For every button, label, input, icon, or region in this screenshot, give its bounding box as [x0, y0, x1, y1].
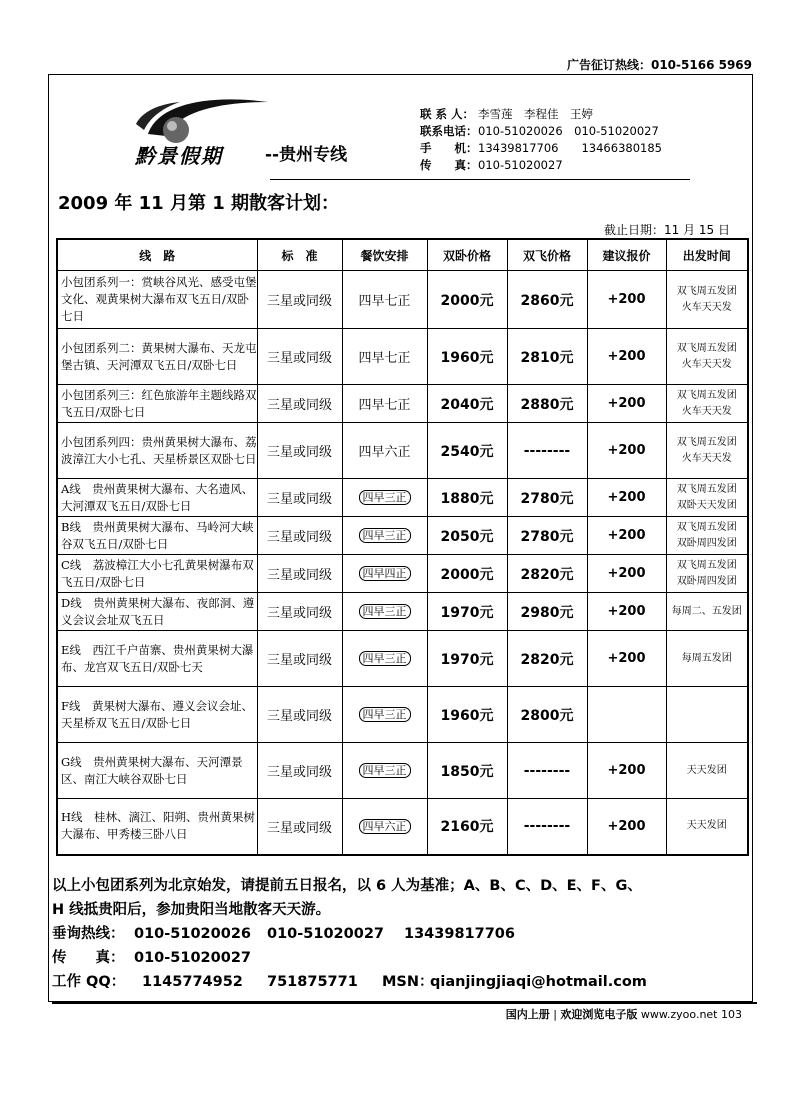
sleeper-price-cell: 1850元 — [427, 743, 507, 799]
standard-cell: 三星或同级 — [257, 329, 342, 385]
departure-cell — [666, 631, 748, 687]
table-row — [57, 743, 748, 799]
flight-price-cell: 2800元 — [507, 687, 587, 743]
table-row — [57, 555, 748, 593]
col-header-flight: 双飞价格 — [507, 239, 587, 271]
table-row — [57, 271, 748, 329]
table-row — [57, 799, 748, 855]
route-cell: B线 贵州黄果树大瀑布、马岭河大峡谷双飞五日/双卧七日 — [57, 517, 257, 555]
flight-price-cell: -------- — [507, 799, 587, 855]
flight-price-cell: 2860元 — [507, 271, 587, 329]
departure-line-1: 双飞周五发团 — [676, 342, 737, 354]
sleeper-price-cell: 1970元 — [427, 593, 507, 631]
msn-address: qianjingjiaqi@hotmail.com — [430, 974, 647, 990]
contact-phone-2: 010-51020027 — [574, 124, 659, 138]
msn-label: MSN： — [382, 974, 434, 990]
standard-cell: 三星或同级 — [257, 631, 342, 687]
departure-line-1: 双飞周五发团 — [676, 521, 737, 533]
tour-table — [56, 238, 749, 856]
col-header-route: 线 路 — [57, 239, 257, 271]
departure-line-2: 火车天天发 — [681, 405, 732, 417]
route-cell: 小包团系列一：赏峡谷风光、感受屯堡文化、观黄果树大瀑布双飞五日/双卧七日 — [57, 271, 257, 329]
footer-slogan: 欢迎浏览电子版 — [560, 1008, 638, 1021]
sleeper-price-cell: 2040元 — [427, 385, 507, 423]
footer-divider — [52, 1002, 757, 1004]
qq-number-2: 751875771 — [267, 974, 358, 990]
suggest-price-cell: +200 — [587, 593, 666, 631]
sleeper-price-cell: 2540元 — [427, 423, 507, 479]
contact-block — [420, 106, 662, 174]
notes-block — [52, 874, 752, 994]
meal-cell — [342, 687, 427, 743]
meal-cell — [342, 631, 427, 687]
meal-stamp: 四早三正 — [359, 651, 411, 666]
table-header-row — [57, 239, 748, 271]
route-cell: 小包团系列三：红色旅游年主题线路双飞五日/双卧七日 — [57, 385, 257, 423]
meal-stamp: 四早三正 — [359, 490, 411, 505]
standard-cell: 三星或同级 — [257, 271, 342, 329]
route-cell: G线 贵州黄果树大瀑布、天河潭景区、南江大峡谷双卧七日 — [57, 743, 257, 799]
sleeper-price-cell: 1960元 — [427, 329, 507, 385]
departure-line-1: 双飞周五发团 — [676, 285, 737, 297]
footer-url: www.zyoo.net — [640, 1008, 718, 1021]
meal-cell — [342, 517, 427, 555]
suggest-price-cell: +200 — [587, 271, 666, 329]
contact-fax: 010-51020027 — [478, 158, 563, 172]
suggest-price-cell: +200 — [587, 743, 666, 799]
contact-people: 李雪莲 李程佳 王婷 — [478, 107, 593, 121]
flight-price-cell: -------- — [507, 423, 587, 479]
inquiry-label: 垂询热线： — [52, 926, 125, 942]
flight-price-cell: 2810元 — [507, 329, 587, 385]
departure-line-2: 双卧周四发团 — [676, 575, 737, 587]
standard-cell: 三星或同级 — [257, 687, 342, 743]
standard-cell: 三星或同级 — [257, 593, 342, 631]
ad-hotline: 广告征订热线：010-5166 5969 — [566, 58, 752, 72]
departure-cell — [666, 385, 748, 423]
flight-price-cell: 2820元 — [507, 631, 587, 687]
departure-line-2: 火车天天发 — [681, 452, 732, 464]
departure-line-1: 每周二、五发团 — [671, 605, 742, 617]
meal-cell: 四早七正 — [342, 385, 427, 423]
departure-cell — [666, 687, 748, 743]
suggest-price-cell — [587, 687, 666, 743]
note-line-1: 以上小包团系列为北京始发，请提前五日报名，以 6 人为基准；A、B、C、D、E、F、G、 — [52, 878, 642, 894]
inquiry-line — [52, 922, 752, 946]
meal-cell: 四早六正 — [342, 423, 427, 479]
standard-cell: 三星或同级 — [257, 743, 342, 799]
flight-price-cell: 2880元 — [507, 385, 587, 423]
meal-cell: 四早七正 — [342, 329, 427, 385]
suggest-price-cell: +200 — [587, 329, 666, 385]
flight-price-cell: 2780元 — [507, 517, 587, 555]
inquiry-mobile: 13439817706 — [404, 926, 515, 942]
departure-cell — [666, 743, 748, 799]
departure-line-2: 双卧天天发团 — [676, 499, 737, 511]
line-name: --贵州专线 — [265, 145, 348, 165]
departure-line-1: 双飞周五发团 — [676, 436, 737, 448]
suggest-price-cell: +200 — [587, 479, 666, 517]
phone-label: 联系电话： — [420, 124, 478, 138]
standard-cell: 三星或同级 — [257, 517, 342, 555]
notes-fax: 010-51020027 — [134, 950, 251, 966]
departure-line-2: 双卧周四发团 — [676, 537, 737, 549]
standard-cell: 三星或同级 — [257, 423, 342, 479]
note-line-2: H 线抵贵阳后，参加贵阳当地散客天天游。 — [52, 902, 331, 918]
contact-mobile-2: 13466380185 — [581, 141, 662, 155]
table-row — [57, 329, 748, 385]
col-header-standard: 标 准 — [257, 239, 342, 271]
notes-fax-label: 传 真： — [52, 950, 125, 966]
header-divider — [270, 179, 690, 180]
deadline: 截止日期：11 月 15 日 — [604, 223, 730, 237]
departure-line-1: 每周五发团 — [681, 652, 732, 664]
meal-stamp: 四早三正 — [359, 763, 411, 778]
col-header-departure: 出发时间 — [666, 239, 748, 271]
qq-line — [52, 970, 752, 994]
departure-line-2: 火车天天发 — [681, 301, 732, 313]
sleeper-price-cell: 2050元 — [427, 517, 507, 555]
inquiry-phone-2: 010-51020027 — [267, 926, 384, 942]
footer: 国内上册 | 欢迎浏览电子版 www.zyoo.net 103 — [505, 1008, 742, 1021]
departure-cell — [666, 479, 748, 517]
departure-cell — [666, 799, 748, 855]
meal-stamp: 四早六正 — [359, 819, 411, 834]
fax-label: 传 真： — [420, 158, 478, 172]
footer-section: 国内上册 — [505, 1008, 550, 1021]
departure-line-1: 双飞周五发团 — [676, 483, 737, 495]
table-row — [57, 631, 748, 687]
contact-phone-1: 010-51020026 — [478, 124, 563, 138]
flight-price-cell: 2780元 — [507, 479, 587, 517]
departure-line-1: 天天发团 — [686, 764, 727, 776]
meal-stamp: 四早四正 — [359, 566, 411, 581]
page-number: 103 — [721, 1008, 742, 1021]
departure-line-1: 双飞周五发团 — [676, 389, 737, 401]
plan-title: 2009 年 11 月第 1 期散客计划： — [58, 193, 340, 214]
mobile-label: 手 机： — [420, 141, 478, 155]
sleeper-price-cell: 2000元 — [427, 555, 507, 593]
table-row — [57, 593, 748, 631]
suggest-price-cell: +200 — [587, 517, 666, 555]
meal-stamp: 四早三正 — [359, 528, 411, 543]
sleeper-price-cell: 1880元 — [427, 479, 507, 517]
flight-price-cell: 2820元 — [507, 555, 587, 593]
suggest-price-cell: +200 — [587, 423, 666, 479]
route-cell: D线 贵州黄果树大瀑布、夜郎洞、遵义会议会址双飞五日 — [57, 593, 257, 631]
meal-cell — [342, 555, 427, 593]
meal-stamp: 四早三正 — [359, 604, 411, 619]
flight-price-cell: -------- — [507, 743, 587, 799]
suggest-price-cell: +200 — [587, 555, 666, 593]
contact-mobile-1: 13439817706 — [478, 141, 559, 155]
inquiry-phone-1: 010-51020026 — [134, 926, 251, 942]
table-row — [57, 517, 748, 555]
meal-stamp: 四早三正 — [359, 707, 411, 722]
route-cell: E线 西江千户苗寨、贵州黄果树大瀑布、龙宫双飞五日/双卧七天 — [57, 631, 257, 687]
departure-cell — [666, 555, 748, 593]
table-row — [57, 385, 748, 423]
suggest-price-cell: +200 — [587, 385, 666, 423]
standard-cell: 三星或同级 — [257, 479, 342, 517]
route-cell: 小包团系列二：黄果树大瀑布、天龙屯堡古镇、天河潭双飞五日/双卧七日 — [57, 329, 257, 385]
route-cell: A线 贵州黄果树大瀑布、大名遗风、大河潭双飞五日/双卧七日 — [57, 479, 257, 517]
standard-cell: 三星或同级 — [257, 799, 342, 855]
meal-cell: 四早七正 — [342, 271, 427, 329]
departure-line-1: 天天发团 — [686, 820, 727, 832]
route-cell: H线 桂林、漓江、阳朔、贵州黄果树大瀑布、甲秀楼三卧八日 — [57, 799, 257, 855]
brand-name: 黔景假期 — [135, 144, 223, 168]
route-cell: C线 荔波樟江大小七孔黄果树瀑布双飞五日/双卧七日 — [57, 555, 257, 593]
table-row — [57, 687, 748, 743]
col-header-sleeper: 双卧价格 — [427, 239, 507, 271]
qq-number-1: 1145774952 — [142, 974, 243, 990]
sleeper-price-cell: 1960元 — [427, 687, 507, 743]
suggest-price-cell: +200 — [587, 631, 666, 687]
departure-cell — [666, 423, 748, 479]
route-cell: 小包团系列四：贵州黄果树大瀑布、荔波漳江大小七孔、天星桥景区双卧七日 — [57, 423, 257, 479]
table-row — [57, 423, 748, 479]
col-header-suggest: 建议报价 — [587, 239, 666, 271]
sleeper-price-cell: 2000元 — [427, 271, 507, 329]
standard-cell: 三星或同级 — [257, 385, 342, 423]
meal-cell — [342, 799, 427, 855]
standard-cell: 三星或同级 — [257, 555, 342, 593]
col-header-meal: 餐饮安排 — [342, 239, 427, 271]
departure-cell — [666, 517, 748, 555]
people-label: 联 系 人： — [420, 107, 475, 121]
sleeper-price-cell: 1970元 — [427, 631, 507, 687]
sleeper-price-cell: 2160元 — [427, 799, 507, 855]
flight-price-cell: 2980元 — [507, 593, 587, 631]
departure-cell — [666, 271, 748, 329]
departure-line-1: 双飞周五发团 — [676, 559, 737, 571]
fax-line — [52, 946, 752, 970]
meal-cell — [342, 479, 427, 517]
departure-line-2: 火车天天发 — [681, 358, 732, 370]
meal-cell — [342, 593, 427, 631]
route-cell: F线 黄果树大瀑布、遵义会议会址、天星桥双飞五日/双卧七日 — [57, 687, 257, 743]
departure-cell — [666, 329, 748, 385]
qq-label: 工作 QQ： — [52, 974, 126, 990]
meal-cell — [342, 743, 427, 799]
departure-cell — [666, 593, 748, 631]
suggest-price-cell: +200 — [587, 799, 666, 855]
table-row — [57, 479, 748, 517]
